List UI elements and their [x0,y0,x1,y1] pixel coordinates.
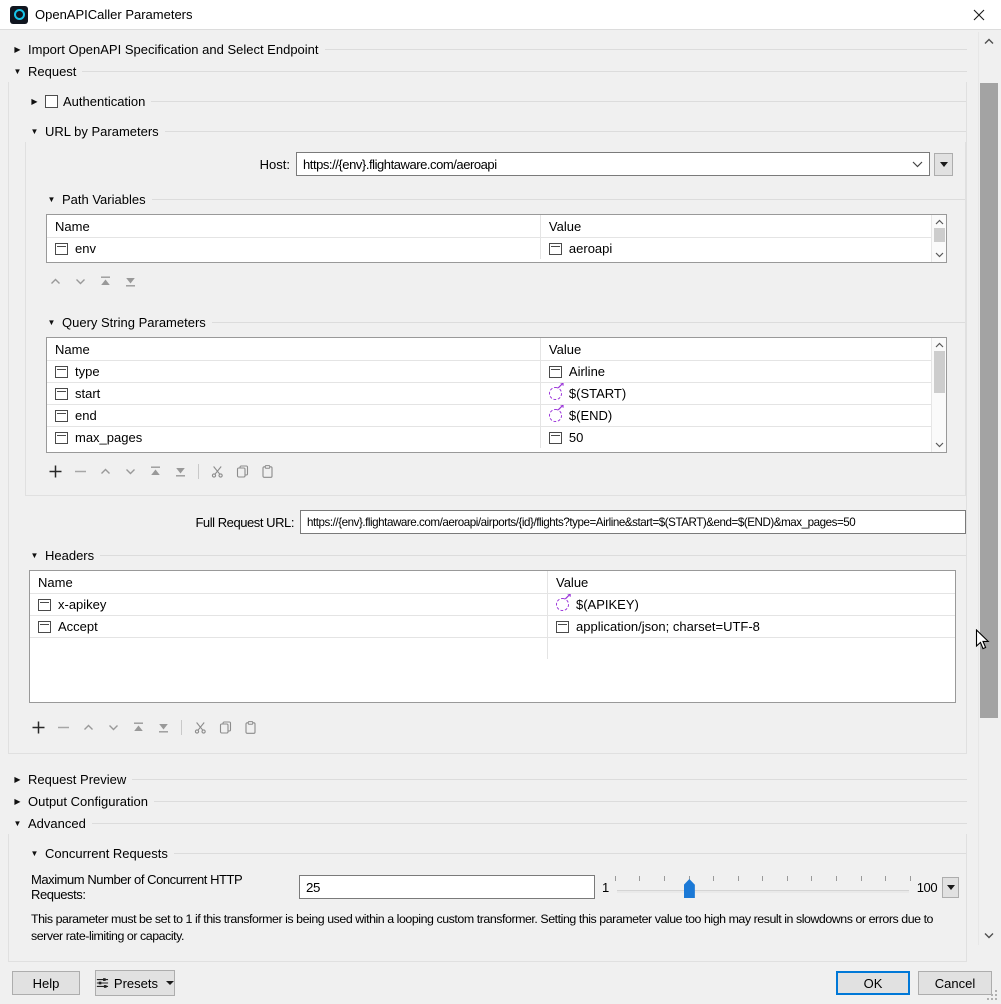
name-cell[interactable] [47,383,541,404]
max-concurrent-requests-label: Maximum Number of Concurrent HTTP Requests: [31,872,243,902]
resize-grip[interactable] [987,990,998,1001]
text-editor-icon [38,621,51,633]
cell-text: end [75,408,97,423]
table-body [47,360,946,448]
name-cell[interactable] [30,594,548,615]
section-advanced[interactable] [0,812,967,834]
add-row-button[interactable] [48,464,62,478]
cell-text: start [75,386,101,401]
cell-text: 50 [568,430,584,445]
section-request[interactable] [0,60,967,82]
divider [132,779,967,780]
advanced-group [8,834,967,962]
column-header: Name [30,571,548,593]
move-up-button[interactable] [98,464,112,478]
dialog-footer [0,956,1001,1004]
table-scrollbar[interactable] [931,338,946,452]
user-parameter-icon [549,409,562,422]
move-to-bottom-button[interactable] [123,274,137,288]
section-label: Headers [45,547,95,563]
main-scrollbar[interactable] [978,32,998,945]
value-cell[interactable] [541,361,929,382]
remove-row-button[interactable] [56,720,70,734]
host-options-button[interactable] [934,153,953,176]
section-url-by-parameters[interactable] [9,120,966,142]
path-variables-toolbar [46,269,965,293]
full-request-url-field[interactable] [300,510,966,534]
table-row[interactable] [47,360,946,382]
name-cell[interactable] [30,638,548,659]
concurrent-requests-description: This parameter must be set to 1 if this transformer is being used within a looping custom transformer. Setting this parameter value too high may result in slowdowns or errors due to server rate-limiting or capacity. [31,912,933,943]
table-scrollbar[interactable] [931,215,946,262]
column-header: Name [47,215,541,237]
move-down-button[interactable] [73,274,87,288]
cell-text: application/json; charset=UTF-8 [576,619,760,634]
chevron-down-icon: ▼ [30,550,39,560]
divider [100,555,966,556]
scroll-down-icon[interactable] [935,252,944,258]
cancel-button[interactable] [918,971,992,995]
cell-text: x-apikey [58,597,107,612]
text-editor-icon [549,366,562,378]
section-request-preview[interactable] [0,768,967,790]
title-bar [0,0,1001,30]
presets-button[interactable] [95,970,175,996]
value-cell[interactable] [548,638,955,659]
section-label: Authentication [63,93,146,109]
scrollbar-thumb[interactable] [934,351,945,393]
column-header: Value [556,574,589,590]
section-label: Output Configuration [28,793,148,809]
cell-text: Airline [568,364,606,379]
url-by-parameters-group [25,142,966,496]
name-cell[interactable] [47,427,541,448]
divider [212,322,965,323]
chevron-down-icon: ▼ [30,848,39,858]
full-request-url-value: https://{env}.flightaware.com/aeroapi/airports/{id}/flights?type=Airline&start=$(START)&end=$(END)&max_pages=50 [307,515,856,529]
cell-text: aeroapi [568,241,613,256]
cell-text: $(END) [568,408,613,423]
cut-button[interactable] [210,464,224,478]
table-row[interactable] [47,426,946,448]
column-header: Value [548,341,582,357]
chevron-down-icon [912,161,923,168]
max-concurrent-requests-row [25,872,966,902]
dropdown-arrow-icon [947,885,955,890]
cell-text: Accept [58,619,98,634]
copy-button[interactable] [235,464,249,478]
divider [82,71,967,72]
cell-text: max_pages [75,430,143,445]
divider [92,823,967,824]
section-label: Concurrent Requests [45,845,168,861]
openapicaller-app-icon [10,6,28,24]
column-header: Value [548,218,582,234]
mouse-cursor [975,629,991,651]
table-row[interactable] [30,637,955,659]
max-concurrent-requests-input[interactable] [299,875,595,899]
ok-button-label: OK [863,975,883,991]
value-cell[interactable] [541,405,929,426]
section-headers[interactable] [9,544,966,566]
dialog-content [0,31,1001,962]
name-cell[interactable] [47,238,541,259]
name-cell[interactable] [47,361,541,382]
slider-max-label: 100 [916,879,938,895]
section-authentication[interactable] [9,90,966,112]
text-editor-icon [55,388,68,400]
scroll-down-icon[interactable] [935,442,944,448]
host-value: https://{env}.flightaware.com/aeroapi [303,156,497,172]
chevron-right-icon: ▶ [14,774,21,784]
value-cell[interactable] [541,238,929,259]
table-body [30,593,955,659]
section-path-variables[interactable] [26,188,965,210]
move-down-button[interactable] [106,720,120,734]
concurrent-requests-slider[interactable] [615,874,911,900]
name-cell[interactable] [47,405,541,426]
divider [152,199,965,200]
section-label: URL by Parameters [45,123,159,139]
scroll-down-icon[interactable] [984,932,994,939]
query-string-parameters-table [46,337,947,453]
section-label: Request [28,63,77,79]
divider [174,853,966,854]
chevron-right-icon: ▶ [14,796,21,806]
toolbar-separator [198,464,199,479]
presets-button-label: Presets [113,975,158,991]
copy-button[interactable] [218,720,232,734]
table-body [47,237,946,259]
close-button[interactable] [957,0,1001,30]
host-row [26,152,965,176]
table-row[interactable] [30,615,955,637]
text-editor-icon [55,243,68,255]
section-output-configuration[interactable] [0,790,967,812]
table-row[interactable] [30,593,955,615]
text-editor-icon [55,366,68,378]
slider-options-button[interactable] [942,877,959,898]
table-header [30,571,955,593]
value-cell[interactable] [548,616,955,637]
chevron-down-icon: ▼ [47,317,56,327]
host-combobox[interactable] [296,152,930,176]
paste-button[interactable] [260,464,274,478]
path-variables-table [46,214,947,263]
section-concurrent-requests[interactable] [9,842,966,864]
headers-group [29,566,966,747]
full-request-url-label: Full Request URL: [195,514,294,530]
scrollbar-thumb[interactable] [934,228,945,242]
window-title: OpenAPICaller Parameters [35,7,193,22]
dropdown-arrow-icon [940,162,948,167]
chevron-down-icon: ▼ [30,126,39,136]
scroll-up-icon[interactable] [935,342,944,348]
text-editor-icon [38,599,51,611]
move-up-button[interactable] [48,274,62,288]
chevron-down-icon: ▼ [13,66,22,76]
help-button[interactable] [12,971,80,995]
remove-row-button[interactable] [73,464,87,478]
value-cell[interactable] [541,383,929,404]
close-icon [973,9,985,21]
text-editor-icon [556,621,569,633]
table-row[interactable] [47,237,946,259]
divider [154,801,967,802]
divider [325,49,967,50]
value-cell[interactable] [548,594,955,615]
host-label: Host: [259,156,290,172]
cancel-button-label: Cancel [934,975,976,991]
section-query-string-parameters[interactable] [26,311,965,333]
query-string-parameters-toolbar [46,459,965,483]
move-to-top-button[interactable] [98,274,112,288]
chevron-right-icon: ▶ [31,96,38,106]
text-editor-icon [549,243,562,255]
presets-sliders-icon [96,976,109,990]
dropdown-arrow-icon [166,981,174,985]
table-row[interactable] [47,404,946,426]
divider [151,101,966,102]
slider-thumb[interactable] [684,879,695,898]
move-to-top-button[interactable] [148,464,162,478]
move-to-bottom-button[interactable] [173,464,187,478]
text-editor-icon [55,432,68,444]
section-label: Query String Parameters [62,314,206,330]
add-row-button[interactable] [31,720,45,734]
table-row[interactable] [47,382,946,404]
help-button-label: Help [32,975,60,991]
authentication-checkbox[interactable] [45,95,58,108]
request-group [8,82,967,754]
section-label: Request Preview [28,771,127,787]
text-editor-icon [549,432,562,444]
full-request-url-row [9,510,966,534]
concurrent-requests-group [25,864,966,953]
move-up-button[interactable] [81,720,95,734]
headers-toolbar [29,715,966,739]
toolbar-separator [181,720,182,735]
table-header [47,215,946,237]
text-editor-icon [55,410,68,422]
scroll-up-icon[interactable] [935,219,944,225]
move-down-button[interactable] [123,464,137,478]
slider-track[interactable] [617,890,909,893]
scrollbar-thumb[interactable] [980,83,998,718]
cell-text: $(APIKEY) [576,597,639,612]
chevron-down-icon: ▼ [47,194,56,204]
move-to-bottom-button[interactable] [156,720,170,734]
section-import-openapi[interactable] [0,38,967,60]
cell-text: type [75,364,100,379]
section-label: Import OpenAPI Specification and Select Endpoint [28,41,319,57]
path-variables-group [42,210,965,295]
slider-min-label: 1 [602,879,609,895]
query-string-parameters-group [42,333,965,485]
paste-button[interactable] [243,720,257,734]
value-cell[interactable] [541,427,929,448]
move-to-top-button[interactable] [131,720,145,734]
scroll-up-icon[interactable] [984,38,994,45]
divider [165,131,966,132]
name-cell[interactable] [30,616,548,637]
user-parameter-icon [556,598,569,611]
chevron-down-icon: ▼ [13,818,22,828]
cell-text: $(START) [568,386,627,401]
chevron-right-icon: ▶ [14,44,21,54]
section-label: Path Variables [62,191,146,207]
cut-button[interactable] [193,720,207,734]
headers-table [29,570,956,703]
cell-text: env [75,241,96,256]
ok-button[interactable] [836,971,910,995]
column-header: Name [47,338,541,360]
user-parameter-icon [549,387,562,400]
table-header [47,338,946,360]
section-label: Advanced [28,815,86,831]
